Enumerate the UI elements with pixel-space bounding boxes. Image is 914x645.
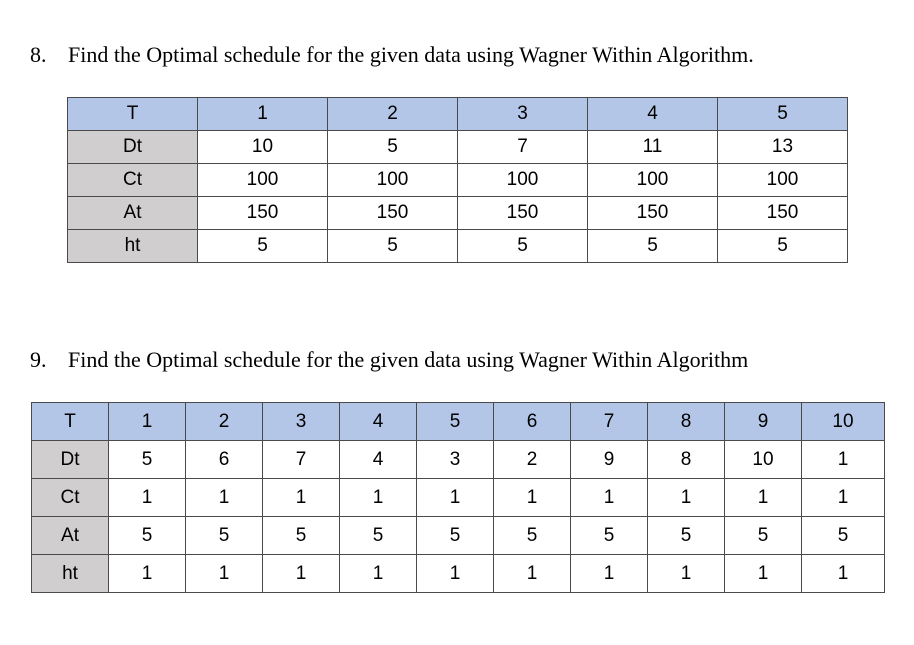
table-cell: 1 (109, 479, 186, 517)
table-cell: 5 (571, 517, 648, 555)
question-9-text: Find the Optimal schedule for the given data using Wagner Within Algorithm (68, 347, 749, 372)
table-cell: 1 (802, 441, 885, 479)
table-cell: 2 (328, 98, 458, 131)
table-cell: 5 (109, 517, 186, 555)
table-cell: 150 (328, 197, 458, 230)
table-cell: 5 (718, 230, 848, 263)
table-row (68, 164, 848, 197)
table-cell: 5 (263, 517, 340, 555)
question-9-number: 9. (30, 347, 47, 372)
table-cell: 3 (417, 441, 494, 479)
table-cell: 150 (458, 197, 588, 230)
table-question-9 (31, 402, 885, 593)
table-cell: 1 (109, 403, 186, 441)
table-cell: 9 (571, 441, 648, 479)
row-label-ct: Ct (32, 479, 109, 517)
row-label-ht: ht (68, 230, 198, 263)
question-9 (30, 347, 748, 373)
table-cell: 10 (198, 131, 328, 164)
table-cell: 1 (725, 479, 802, 517)
table-cell: 3 (263, 403, 340, 441)
row-label-ct: Ct (68, 164, 198, 197)
row-label-t: T (32, 403, 109, 441)
table-row (68, 98, 848, 131)
table-cell: 100 (588, 164, 718, 197)
question-8-text: Find the Optimal schedule for the given data using Wagner Within Algorithm. (68, 42, 754, 67)
table-cell: 100 (718, 164, 848, 197)
table-8-body (68, 98, 848, 263)
row-label-ht: ht (32, 555, 109, 593)
question-8 (30, 42, 754, 68)
table-cell: 5 (802, 517, 885, 555)
table-cell: 100 (458, 164, 588, 197)
table-row (68, 197, 848, 230)
row-label-t: T (68, 98, 198, 131)
table-cell: 100 (198, 164, 328, 197)
table-cell: 7 (458, 131, 588, 164)
table-cell: 5 (725, 517, 802, 555)
table-cell: 3 (458, 98, 588, 131)
table-cell: 5 (417, 517, 494, 555)
table-cell: 1 (648, 555, 725, 593)
row-label-at: At (68, 197, 198, 230)
table-cell: 2 (186, 403, 263, 441)
table-question-8 (67, 97, 848, 263)
row-label-dt: Dt (32, 441, 109, 479)
table-row (32, 441, 885, 479)
table-cell: 10 (725, 441, 802, 479)
table-cell: 1 (263, 555, 340, 593)
table-cell: 1 (109, 555, 186, 593)
table-cell: 5 (198, 230, 328, 263)
table-cell: 1 (494, 555, 571, 593)
table-cell: 150 (198, 197, 328, 230)
table-cell: 6 (494, 403, 571, 441)
table-cell: 8 (648, 441, 725, 479)
row-label-dt: Dt (68, 131, 198, 164)
table-cell: 1 (802, 555, 885, 593)
table-cell: 1 (494, 479, 571, 517)
table-cell: 1 (571, 479, 648, 517)
table-cell: 7 (263, 441, 340, 479)
table-cell: 5 (648, 517, 725, 555)
row-label-at: At (32, 517, 109, 555)
table-cell: 5 (588, 230, 718, 263)
table-cell: 5 (718, 98, 848, 131)
table-row (68, 230, 848, 263)
table-cell: 5 (458, 230, 588, 263)
table-cell: 1 (417, 479, 494, 517)
table-row (68, 131, 848, 164)
table-cell: 1 (186, 479, 263, 517)
table-cell: 10 (802, 403, 885, 441)
table-cell: 5 (494, 517, 571, 555)
table-cell: 5 (328, 230, 458, 263)
table-cell: 100 (328, 164, 458, 197)
table-row (32, 479, 885, 517)
table-row (32, 517, 885, 555)
table-cell: 9 (725, 403, 802, 441)
table-cell: 4 (588, 98, 718, 131)
table-cell: 1 (802, 479, 885, 517)
table-9-body (32, 403, 885, 593)
table-cell: 1 (725, 555, 802, 593)
table-cell: 1 (417, 555, 494, 593)
table-cell: 1 (340, 479, 417, 517)
table-cell: 13 (718, 131, 848, 164)
table-cell: 150 (718, 197, 848, 230)
table-cell: 1 (186, 555, 263, 593)
table-cell: 4 (340, 441, 417, 479)
table-cell: 2 (494, 441, 571, 479)
table-cell: 1 (648, 479, 725, 517)
table-cell: 5 (186, 517, 263, 555)
table-row (32, 555, 885, 593)
table-row (32, 403, 885, 441)
table-cell: 150 (588, 197, 718, 230)
table-cell: 8 (648, 403, 725, 441)
question-8-number: 8. (30, 42, 47, 67)
table-cell: 6 (186, 441, 263, 479)
table-cell: 5 (109, 441, 186, 479)
table-cell: 11 (588, 131, 718, 164)
table-cell: 5 (328, 131, 458, 164)
table-cell: 1 (198, 98, 328, 131)
table-cell: 1 (571, 555, 648, 593)
table-cell: 5 (340, 517, 417, 555)
table-cell: 5 (417, 403, 494, 441)
table-cell: 1 (263, 479, 340, 517)
table-cell: 4 (340, 403, 417, 441)
table-cell: 1 (340, 555, 417, 593)
table-cell: 7 (571, 403, 648, 441)
